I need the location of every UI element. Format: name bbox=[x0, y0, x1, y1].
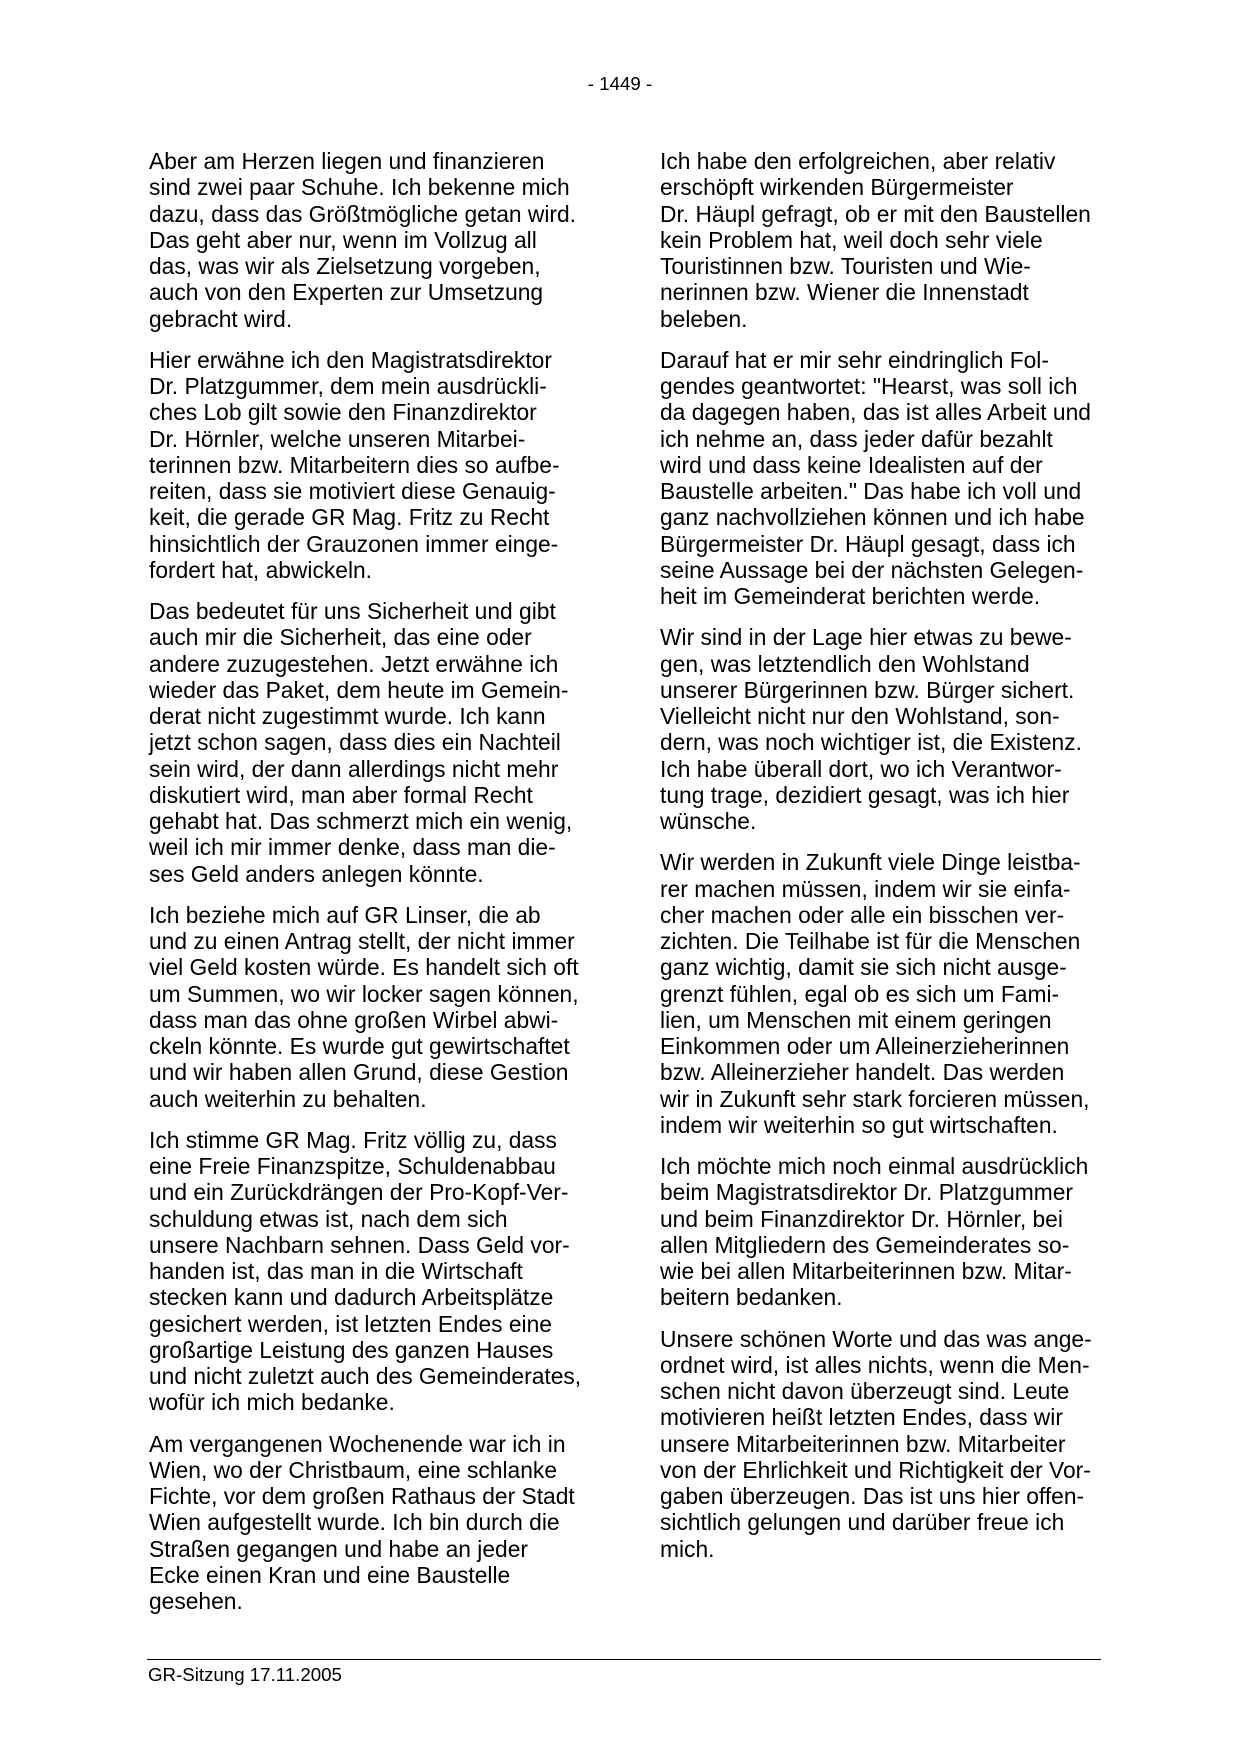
text-line: rer machen müssen, indem wir sie einfa- bbox=[660, 875, 1071, 902]
text-line: Hier erwähne ich den Magistratsdirektor bbox=[149, 346, 552, 373]
right-column bbox=[660, 148, 1130, 1577]
text-line: hinsichtlich der Grauzonen immer einge- bbox=[149, 530, 559, 557]
text-line: wir in Zukunft sehr stark forcieren müssen, bbox=[660, 1085, 1090, 1112]
text-line: fordert hat, abwickeln. bbox=[149, 556, 373, 583]
text-line: und beim Finanzdirektor Dr. Hörnler, bei bbox=[660, 1205, 1063, 1232]
paragraph bbox=[660, 1153, 1130, 1311]
text-line: ses Geld anders anlegen könnte. bbox=[149, 860, 484, 887]
text-line: diskutiert wird, man aber formal Recht bbox=[149, 781, 533, 808]
left-column bbox=[149, 148, 619, 1629]
text-line: Ecke einen Kran und eine Baustelle bbox=[149, 1561, 511, 1588]
text-line: Vielleicht nicht nur den Wohlstand, son- bbox=[660, 703, 1060, 729]
text-line: Das geht aber nur, wenn im Vollzug all bbox=[149, 226, 537, 253]
text-line: seine Aussage bei der nächsten Gelegen- bbox=[660, 556, 1084, 583]
text-line: Dr. Häupl gefragt, ob er mit den Baustellen bbox=[660, 200, 1091, 227]
text-line: terinnen bzw. Mitarbeitern dies so aufbe- bbox=[149, 451, 560, 478]
text-line: andere zuzugestehen. Jetzt erwähne ich bbox=[149, 650, 559, 677]
footer-session-date: GR-Sitzung 17.11.2005 bbox=[148, 1664, 342, 1685]
text-line: ckeln könnte. Es wurde gut gewirtschaftet bbox=[149, 1033, 570, 1059]
text-line: mich. bbox=[660, 1535, 715, 1562]
text-line: unsere Nachbarn sehnen. Dass Geld vor- bbox=[149, 1231, 570, 1258]
text-line: da dagegen haben, das ist alles Arbeit und bbox=[660, 399, 1091, 426]
text-line: sichtlich gelungen und darüber freue ich bbox=[660, 1509, 1065, 1536]
text-line: ich nehme an, dass jeder dafür bezahlt bbox=[660, 425, 1053, 452]
text-line: auch mir die Sicherheit, das eine oder bbox=[149, 624, 532, 651]
paragraph bbox=[149, 1431, 619, 1615]
text-line: sind zwei paar Schuhe. Ich bekenne mich bbox=[149, 174, 570, 201]
text-line: beleben. bbox=[660, 305, 748, 332]
paragraph bbox=[660, 1326, 1130, 1562]
text-line: ganz nachvollziehen können und ich habe bbox=[660, 504, 1085, 531]
text-line: derat nicht zugestimmt wurde. Ich kann bbox=[149, 703, 546, 729]
text-line: Das bedeutet für uns Sicherheit und gibt bbox=[149, 598, 556, 624]
text-line: gaben überzeugen. Das ist uns hier offen- bbox=[660, 1483, 1085, 1509]
text-line: gesichert werden, ist letzten Endes eine bbox=[149, 1310, 552, 1337]
text-line: wofür ich mich bedanke. bbox=[149, 1389, 395, 1416]
text-line: wie bei allen Mitarbeiterinnen bzw. Mitar- bbox=[660, 1258, 1072, 1284]
text-line: und zu einen Antrag stellt, der nicht immer bbox=[149, 928, 575, 954]
text-line: erschöpft wirkenden Bürgermeister bbox=[660, 174, 1014, 201]
text-line: das, was wir als Zielsetzung vorgeben, bbox=[149, 253, 541, 279]
text-line: unserer Bürgerinnen bzw. Bürger sichert. bbox=[660, 676, 1075, 703]
text-line: und wir haben allen Grund, diese Gestion bbox=[149, 1059, 569, 1086]
text-line: Wir werden in Zukunft viele Dinge leistba- bbox=[660, 849, 1081, 876]
paragraph bbox=[149, 598, 619, 887]
text-line: Ich habe überall dort, wo ich Verantwor- bbox=[660, 755, 1062, 782]
paragraph bbox=[660, 624, 1130, 834]
page-number: - 1449 - bbox=[587, 73, 653, 94]
text-line: gehabt hat. Das schmerzt mich ein wenig, bbox=[149, 808, 573, 834]
text-line: viel Geld kosten würde. Es handelt sich oft bbox=[149, 954, 579, 981]
paragraph bbox=[149, 902, 619, 1112]
text-line: ches Lob gilt sowie den Finanzdirektor bbox=[149, 399, 537, 426]
text-line: Unsere schönen Worte und das was ange- bbox=[660, 1325, 1092, 1352]
text-line: wünsche. bbox=[660, 808, 757, 834]
text-line: Am vergangenen Wochenende war ich in bbox=[149, 1430, 566, 1457]
text-line: kein Problem hat, weil doch sehr viele bbox=[660, 226, 1043, 253]
text-line: stecken kann und dadurch Arbeitsplätze bbox=[149, 1284, 554, 1311]
text-line: heit im Gemeinderat berichten werde. bbox=[660, 583, 1041, 609]
paragraph bbox=[660, 849, 1130, 1138]
text-line: Wir sind in der Lage hier etwas zu bewe- bbox=[660, 624, 1072, 651]
text-line: gen, was letztendlich den Wohlstand bbox=[660, 650, 1030, 677]
text-line: zichten. Die Teilhabe ist für die Menschen bbox=[660, 928, 1081, 954]
text-line: beitern bedanken. bbox=[660, 1284, 843, 1311]
text-line: Dr. Hörnler, welche unseren Mitarbei- bbox=[149, 425, 526, 452]
text-line: Darauf hat er mir sehr eindringlich Fol- bbox=[660, 346, 1049, 373]
text-line: gendes geantwortet: "Hearst, was soll ich bbox=[660, 373, 1078, 399]
text-line: jetzt schon sagen, dass dies ein Nachteil bbox=[149, 729, 561, 756]
text-line: unsere Mitarbeiterinnen bzw. Mitarbeiter bbox=[660, 1430, 1066, 1457]
text-line: schuldung etwas ist, nach dem sich bbox=[149, 1205, 508, 1232]
text-line: motivieren heißt letzten Endes, dass wir bbox=[660, 1404, 1063, 1431]
text-line: dern, was noch wichtiger ist, die Existenz. bbox=[660, 729, 1082, 756]
text-line: gebracht wird. bbox=[149, 305, 293, 332]
text-line: dazu, dass das Größtmögliche getan wird. bbox=[149, 200, 577, 227]
text-line: keit, die gerade GR Mag. Fritz zu Recht bbox=[149, 504, 550, 531]
text-line: und nicht zuletzt auch des Gemeinderates, bbox=[149, 1363, 582, 1389]
text-line: Ich beziehe mich auf GR Linser, die ab bbox=[149, 901, 541, 928]
text-line: indem wir weiterhin so gut wirtschaften. bbox=[660, 1111, 1058, 1138]
text-line: handen ist, das man in die Wirtschaft bbox=[149, 1258, 523, 1284]
text-line: bzw. Alleinerzieher handelt. Das werden bbox=[660, 1059, 1065, 1086]
text-line: ganz wichtig, damit sie sich nicht ausge- bbox=[660, 954, 1067, 981]
text-line: Baustelle arbeiten." Das habe ich voll und bbox=[660, 478, 1082, 504]
text-line: ordnet wird, ist alles nichts, wenn die Men- bbox=[660, 1351, 1090, 1378]
text-line: Touristinnen bzw. Touristen und Wie- bbox=[660, 253, 1031, 279]
text-line: dass man das ohne großen Wirbel abwi- bbox=[149, 1006, 559, 1033]
text-line: weil ich mir immer denke, dass man die- bbox=[149, 834, 556, 861]
text-line: beim Magistratsdirektor Dr. Platzgummer bbox=[660, 1179, 1073, 1206]
text-line: Ich habe den erfolgreichen, aber relativ bbox=[660, 148, 1056, 174]
text-line: eine Freie Finanzspitze, Schuldenabbau bbox=[149, 1153, 556, 1179]
text-line: wird und dass keine Idealisten auf der bbox=[660, 451, 1043, 478]
text-line: Bürgermeister Dr. Häupl gesagt, dass ich bbox=[660, 530, 1076, 557]
text-line: gesehen. bbox=[149, 1588, 243, 1614]
paragraph bbox=[149, 347, 619, 583]
text-line: cher machen oder alle ein bisschen ver- bbox=[660, 901, 1065, 928]
text-line: Aber am Herzen liegen und finanzieren bbox=[149, 148, 545, 174]
text-line: Einkommen oder um Alleinerzieherinnen bbox=[660, 1033, 1070, 1059]
text-line: sein wird, der dann allerdings nicht mehr bbox=[149, 755, 559, 782]
text-line: grenzt fühlen, egal ob es sich um Fami- bbox=[660, 980, 1060, 1007]
text-line: Ich stimme GR Mag. Fritz völlig zu, dass bbox=[149, 1126, 557, 1153]
footer-divider bbox=[147, 1659, 1101, 1660]
text-line: auch weiterhin zu behalten. bbox=[149, 1085, 427, 1112]
text-line: schen nicht davon überzeugt sind. Leute bbox=[660, 1378, 1070, 1404]
paragraph bbox=[660, 347, 1130, 610]
text-line: auch von den Experten zur Umsetzung bbox=[149, 279, 544, 306]
text-line: von der Ehrlichkeit und Richtigkeit der Vor- bbox=[660, 1456, 1091, 1483]
paragraph bbox=[149, 1127, 619, 1416]
paragraph bbox=[660, 148, 1130, 332]
text-line: um Summen, wo wir locker sagen können, bbox=[149, 980, 579, 1007]
text-line: tung trage, dezidiert gesagt, was ich hier bbox=[660, 781, 1070, 808]
text-line: lien, um Menschen mit einem geringen bbox=[660, 1006, 1052, 1033]
text-line: nerinnen bzw. Wiener die Innenstadt bbox=[660, 279, 1029, 306]
text-line: Ich möchte mich noch einmal ausdrücklich bbox=[660, 1153, 1089, 1179]
paragraph bbox=[149, 148, 619, 332]
text-line: reiten, dass sie motiviert diese Genauig- bbox=[149, 478, 556, 504]
text-line: Wien, wo der Christbaum, eine schlanke bbox=[149, 1456, 557, 1483]
text-line: wieder das Paket, dem heute im Gemein- bbox=[149, 676, 569, 703]
text-line: Dr. Platzgummer, dem mein ausdrückli- bbox=[149, 373, 547, 399]
text-line: Straßen gegangen und habe an jeder bbox=[149, 1535, 528, 1562]
text-line: Fichte, vor dem großen Rathaus der Stadt bbox=[149, 1483, 575, 1509]
text-line: allen Mitgliedern des Gemeinderates so- bbox=[660, 1231, 1070, 1258]
text-line: großartige Leistung des ganzen Hauses bbox=[149, 1336, 554, 1363]
text-line: Wien aufgestellt wurde. Ich bin durch die bbox=[149, 1509, 560, 1536]
text-line: und ein Zurückdrängen der Pro-Kopf-Ver- bbox=[149, 1179, 569, 1206]
